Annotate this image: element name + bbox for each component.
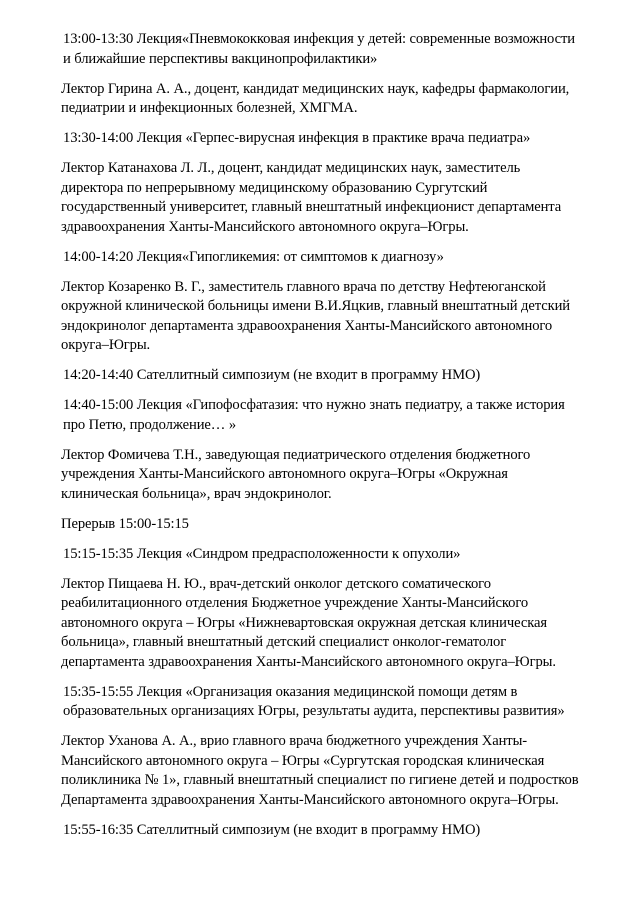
session-item: 15:35-15:55 Лекция «Организация оказания медицинской помощи детям в образовательных организациях Югры, результаты аудита, перспективы развития» <box>63 683 565 719</box>
program-list <box>61 30 618 851</box>
lecturer-item: Лектор Гирина А. А., доцент, кандидат медицинских наук, кафедры фармакологии, педиатрии и инфекционных болезней, ХМГМА. <box>61 80 570 116</box>
session-item: 15:55-16:35 Сателлитный симпозиум (не входит в программу НМО) <box>63 821 481 838</box>
session-item: 14:40-15:00 Лекция «Гипофосфатазия: что нужно знать педиатру, а также история про Петю, продолжение… » <box>63 397 565 433</box>
lecturer-item: Лектор Фомичева Т.Н., заведующая педиатрического отделения бюджетного учреждения Ханты-Мансийского автономного округа–Югры «Окружная клиническая больница», врач эндокринолог. <box>61 446 531 502</box>
session-item: 14:20-14:40 Сателлитный симпозиум (не входит в программу НМО) <box>63 367 481 383</box>
session-item: 14:00-14:20 Лекция«Гипогликемия: от симптомов к диагнозу» <box>63 248 444 265</box>
session-item: 15:15-15:35 Лекция «Синдром предрасположенности к опухоли» <box>63 545 461 562</box>
lecturer-item: Лектор Пищаева Н. Ю., врач-детский онколог детского соматического реабилитационного отделения Бюджетное учреждение Ханты-Мансийского автономного округа – Югры «Нижневартовская окружная детская клиническая больница», главный внештатный детский специалист онколог-гематолог департамента здравоохранения Ханты-Мансийского автономного округа–Югры. <box>61 575 556 670</box>
lecturer-item: Лектор Козаренко В. Г., заместитель главного врача по детству Нефтеюганской окружной клинической больницы имени В.И.Яцкив, главный внештатный детский эндокринолог департамента здравоохранения Ханты-Мансийского автономного округа–Югры. <box>61 278 570 353</box>
break-item: Перерыв 15:00-15:15 <box>61 515 189 532</box>
lecturer-item: Лектор Катанахова Л. Л., доцент, кандидат медицинских наук, заместитель директора по непрерывному медицинскому образованию Сургутский государственный университет, главный внештатный инфекционист департамента здравоохранения Ханты-Мансийского автономного округа–Югры. <box>61 160 562 235</box>
session-item: 13:00-13:30 Лекция«Пневмококковая инфекция у детей: современные возможности и ближайшие перспективы вакцинопрофилактики» <box>63 31 575 67</box>
lecturer-item: Лектор Уханова А. А., врио главного врача бюджетного учреждения Ханты- Мансийского автономного округа – Югры «Сургутская городская клиническая поликлиника № 1», главный внештатный специалист по гигиене детей и подростков Департамента здравоохранения Ханты-Мансийского автономного округа–Югры. <box>61 733 579 808</box>
session-item: 13:30-14:00 Лекция «Герпес-вирусная инфекция в практике врача педиатра» <box>63 130 531 146</box>
